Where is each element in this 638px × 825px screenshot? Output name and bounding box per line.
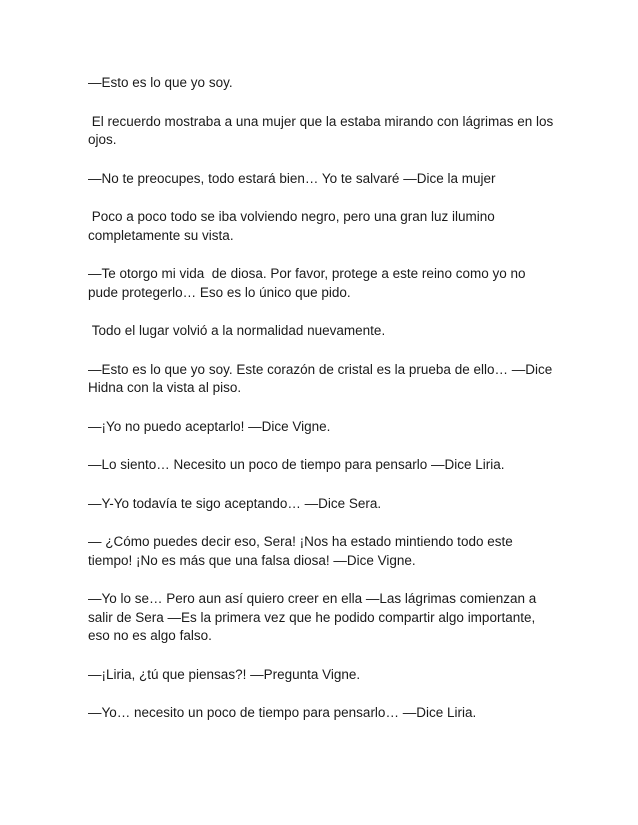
paragraph: —Esto es lo que yo soy. bbox=[88, 75, 233, 90]
paragraph: —Te otorgo mi vida de diosa. Por favor, protege a este reino como yo no pude protegerlo… Eso es lo único que pido. bbox=[88, 266, 530, 300]
paragraph: —Yo… necesito un poco de tiempo para pensarlo… —Dice Liria. bbox=[88, 705, 477, 720]
paragraph: —¡Liria, ¿tú que piensas?! —Pregunta Vigne. bbox=[88, 666, 361, 682]
paragraph: —Yo lo se… Pero aun así quiero creer en ella —Las lágrimas comienzan a salir de Sera —Es la primera vez que he podido compartir algo importante, eso no es algo falso. bbox=[88, 591, 541, 643]
paragraph: Poco a poco todo se iba volviendo negro, pero una gran luz ilumino completamente su vista. bbox=[88, 209, 499, 243]
document-body bbox=[88, 74, 558, 743]
paragraph: Todo el lugar volvió a la normalidad nuevamente. bbox=[88, 323, 386, 338]
paragraph: —¡Yo no puedo aceptarlo! —Dice Vigne. bbox=[88, 418, 331, 434]
paragraph: — ¿Cómo puedes decir eso, Sera! ¡Nos ha estado mintiendo todo este tiempo! ¡No es más que una falsa diosa! —Dice Vigne. bbox=[88, 534, 517, 568]
paragraph: —Y-Yo todavía te sigo aceptando… —Dice Sera. bbox=[88, 495, 382, 511]
paragraph: —Lo siento… Necesito un poco de tiempo para pensarlo —Dice Liria. bbox=[88, 457, 505, 472]
paragraph: —Esto es lo que yo soy. Este corazón de cristal es la prueba de ello… —Dice Hidna con la vista al piso. bbox=[88, 361, 556, 395]
paragraph: El recuerdo mostraba a una mujer que la estaba mirando con lágrimas en los ojos. bbox=[88, 113, 558, 147]
paragraph: —No te preocupes, todo estará bien… Yo te salvaré —Dice la mujer bbox=[88, 170, 496, 186]
